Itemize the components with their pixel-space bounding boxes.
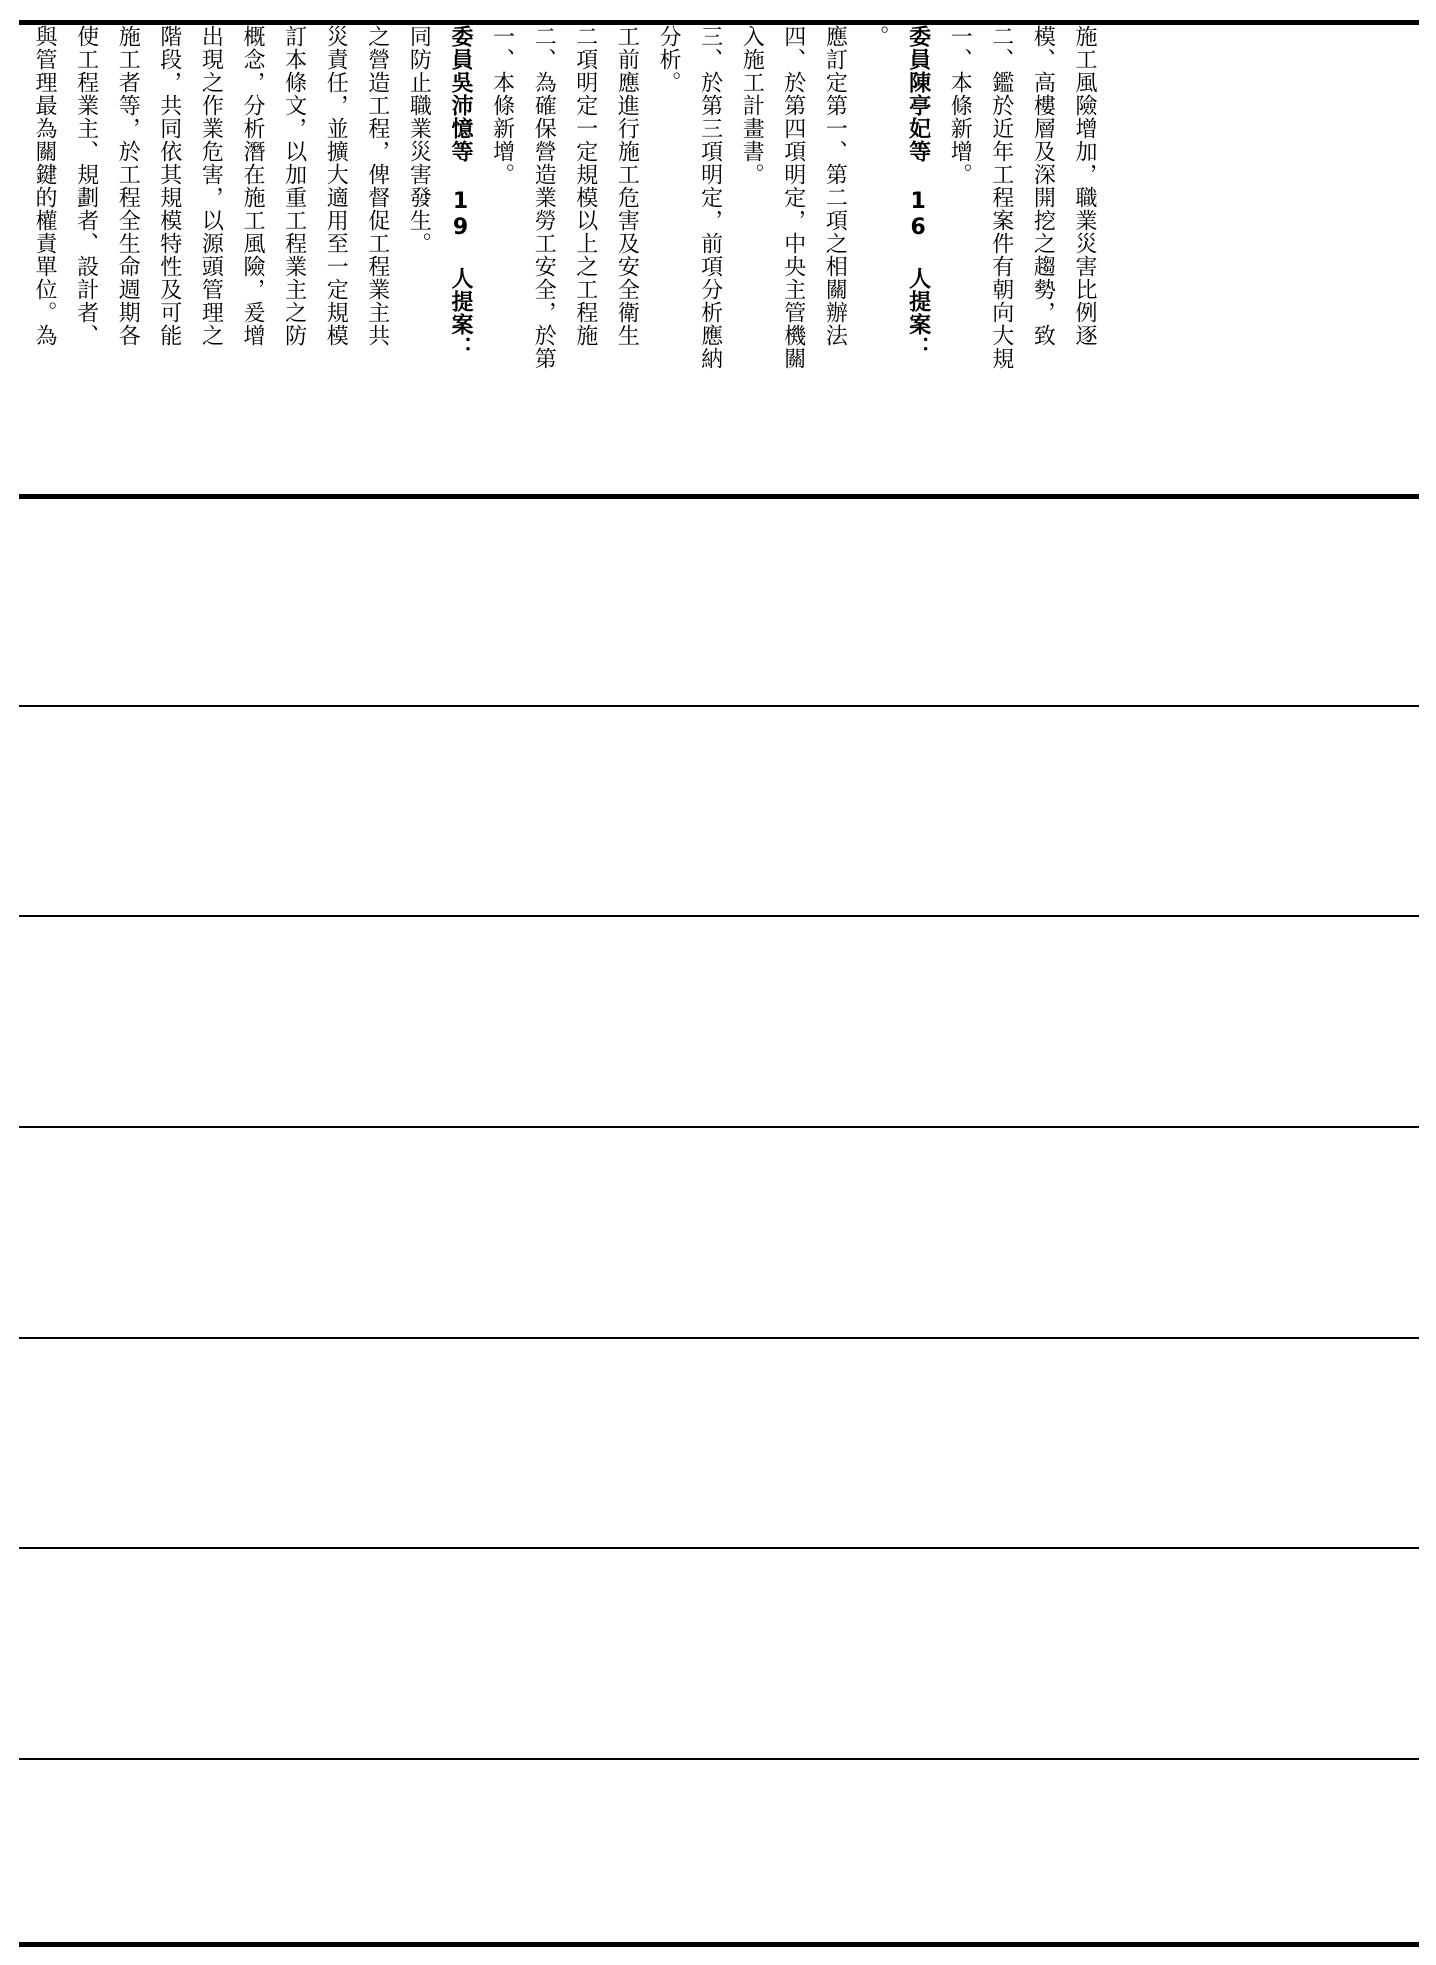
row-divider	[19, 1758, 1419, 1760]
proposal-heading: 委員陳亭妃等 16 人提案：	[905, 25, 931, 359]
text-column: 二、為確保營造業勞工安全，於第	[531, 25, 557, 370]
text-column: 一、本條新增。	[947, 25, 973, 186]
text-column: 工前應進行施工危害及安全衛生	[614, 25, 640, 347]
text-column: 施工者等，於工程全生命週期各	[115, 25, 141, 347]
text-column: 應訂定第一、第二項之相關辦法	[822, 25, 848, 347]
text-column: 入施工計畫書。	[739, 25, 765, 186]
row-divider	[19, 494, 1419, 499]
text-column: 同防止職業災害發生。	[406, 25, 432, 255]
text-block	[20, 25, 1420, 495]
text-column: 分析。	[656, 25, 681, 94]
text-column: 三、於第三項明定，前項分析應納	[697, 25, 723, 370]
text-column: 與管理最為關鍵的權責單位。為	[32, 25, 57, 347]
row-divider	[19, 705, 1419, 707]
proposal-heading: 委員吳沛憶等 19 人提案：	[448, 25, 473, 359]
text-column: 模、高樓層及深開挖之趨勢，致	[1030, 25, 1056, 347]
text-column: 二、鑑於近年工程案件有朝向大規	[988, 25, 1014, 370]
row-divider	[19, 1126, 1419, 1128]
text-column: 之營造工程，俾督促工程業主共	[364, 25, 390, 347]
row-divider	[19, 915, 1419, 917]
text-column: 。	[864, 25, 889, 48]
text-column: 二項明定一定規模以上之工程施	[572, 25, 598, 347]
text-column: 施工風險增加，職業災害比例逐	[1072, 25, 1097, 347]
text-column: 出現之作業危害，以源頭管理之	[198, 25, 224, 347]
row-divider	[19, 1337, 1419, 1339]
bottom-rule	[19, 1942, 1419, 1947]
text-column: 使工程業主、規劃者、設計者、	[73, 25, 99, 347]
text-column: 四、於第四項明定，中央主管機關	[780, 25, 806, 370]
text-column: 災責任，並擴大適用至一定規模	[323, 25, 349, 347]
text-column: 概念，分析潛在施工風險，爰增	[240, 25, 265, 347]
text-column: 一、本條新增。	[489, 25, 515, 186]
row-divider	[19, 1547, 1419, 1549]
text-column: 階段，共同依其規模特性及可能	[156, 25, 182, 347]
text-column: 訂本條文，以加重工程業主之防	[281, 25, 307, 347]
